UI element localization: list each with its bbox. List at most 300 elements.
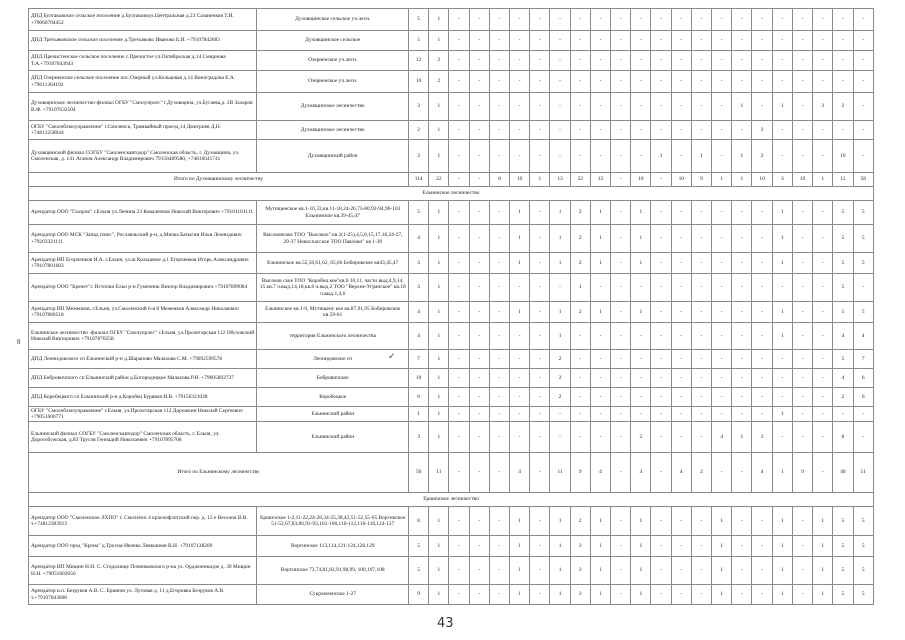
table-row (29, 585, 874, 605)
value-cell: - (671, 274, 691, 302)
territory-cell: Духовщинское лесничество (257, 121, 409, 140)
value-cell: - (489, 422, 509, 453)
value-cell: - (732, 274, 752, 302)
value-cell: - (813, 140, 833, 173)
value-cell: - (792, 557, 812, 585)
value-cell: - (671, 201, 691, 225)
value-cell: - (833, 9, 853, 31)
value-cell: - (530, 274, 550, 302)
value-cell: - (732, 507, 752, 536)
value-cell: - (510, 274, 530, 302)
value-cell: - (691, 536, 711, 557)
value-cell: 6 (853, 369, 874, 388)
value-cell: - (712, 9, 732, 31)
value-cell: - (449, 585, 469, 605)
value-cell: 1 (550, 201, 570, 225)
value-cell: 1 (631, 302, 651, 323)
table-row (29, 407, 874, 422)
value-cell: - (813, 71, 833, 93)
total-cell: - (651, 453, 671, 493)
value-cell: - (530, 323, 550, 350)
value-cell: 6 (853, 388, 874, 407)
total-row (29, 453, 874, 493)
value-cell: - (530, 121, 550, 140)
value-cell: - (792, 121, 812, 140)
value-cell: 1 (510, 225, 530, 253)
value-cell: - (469, 350, 489, 369)
value-cell: 5 (853, 302, 874, 323)
value-cell: 6 (409, 388, 429, 407)
value-cell: - (530, 388, 550, 407)
value-cell: - (530, 201, 550, 225)
value-cell: - (691, 253, 711, 274)
value-cell: 1 (631, 253, 651, 274)
value-cell: 1 (732, 93, 752, 121)
value-cell: 2 (550, 369, 570, 388)
value-cell: - (651, 350, 671, 369)
value-cell: 2 (833, 388, 853, 407)
table-row (29, 302, 874, 323)
value-cell: - (469, 93, 489, 121)
value-cell: - (853, 93, 874, 121)
value-cell: - (530, 536, 550, 557)
value-cell: 5 (853, 253, 874, 274)
value-cell: - (691, 585, 711, 605)
value-cell: - (449, 253, 469, 274)
value-cell: - (732, 31, 752, 51)
value-cell: - (469, 121, 489, 140)
value-cell: - (752, 536, 772, 557)
value-cell: - (611, 422, 631, 453)
value-cell: - (530, 51, 550, 71)
value-cell: 1 (772, 201, 792, 225)
value-cell: 1 (550, 323, 570, 350)
territory-cell: Воргинское 113,114,121-124,128,129 (257, 536, 409, 557)
value-cell: - (752, 585, 772, 605)
value-cell: 1 (772, 302, 792, 323)
value-cell: - (469, 225, 489, 253)
table-row (29, 253, 874, 274)
value-cell: - (631, 350, 651, 369)
value-cell: - (651, 369, 671, 388)
value-cell: - (651, 71, 671, 93)
territory-cell: Духовщинское сельское (257, 31, 409, 51)
value-cell: - (712, 274, 732, 302)
value-cell: - (752, 51, 772, 71)
value-cell: 3 (752, 422, 772, 453)
value-cell: - (631, 323, 651, 350)
value-cell: 5 (853, 201, 874, 225)
value-cell: 5 (409, 536, 429, 557)
value-cell: 1 (772, 93, 792, 121)
value-cell: 1 (651, 140, 671, 173)
value-cell: - (550, 140, 570, 173)
value-cell: 1 (772, 225, 792, 253)
value-cell: - (590, 121, 610, 140)
value-cell: - (449, 507, 469, 536)
value-cell: - (611, 388, 631, 407)
value-cell: - (570, 31, 590, 51)
value-cell: 1 (510, 302, 530, 323)
organization-cell: ДПД Пречистенское сельское поселение с.Пречистое ул.Октябрьская д.14 Смирнова Т.А.+79107843043 (29, 51, 257, 71)
value-cell: - (691, 274, 711, 302)
territory-cell: Высоковское ТОО "Высокое" кв.1(1-25),4,5,8,15,17,18,24-27, 29-37 Новоспасское ТОО Павлово" кв 1-39 (257, 225, 409, 253)
value-cell: - (510, 407, 530, 422)
table-row (29, 536, 874, 557)
value-cell: - (570, 71, 590, 93)
value-cell: 1 (429, 253, 449, 274)
value-cell: - (530, 557, 550, 585)
value-cell: - (691, 557, 711, 585)
value-cell: 1 (631, 507, 651, 536)
value-cell: - (691, 302, 711, 323)
value-cell: - (671, 407, 691, 422)
territory-cell: Леонидовское сп (257, 350, 409, 369)
value-cell: - (772, 31, 792, 51)
value-cell: - (671, 253, 691, 274)
value-cell: - (489, 350, 509, 369)
value-cell: - (691, 350, 711, 369)
value-cell: - (813, 422, 833, 453)
value-cell: - (469, 140, 489, 173)
value-cell: 5 (833, 585, 853, 605)
value-cell: - (732, 302, 752, 323)
value-cell: - (590, 274, 610, 302)
value-cell: - (712, 51, 732, 71)
table-row (29, 323, 874, 350)
section-title: Ельнинское лесничество (29, 187, 874, 201)
value-cell: - (752, 201, 772, 225)
value-cell: - (691, 71, 711, 93)
value-cell: - (530, 225, 550, 253)
value-cell: - (853, 274, 874, 302)
territory-cell: Ельнинское кв.55,56,61,62, 65,66 Бобировское кв43,45,47 (257, 253, 409, 274)
value-cell: - (469, 585, 489, 605)
value-cell: - (611, 225, 631, 253)
table-row (29, 225, 874, 253)
value-cell: - (671, 225, 691, 253)
value-cell: - (833, 71, 853, 93)
total-cell: - (732, 453, 752, 493)
value-cell: - (792, 388, 812, 407)
value-cell: 1 (590, 507, 610, 536)
value-cell: - (530, 350, 550, 369)
value-cell: - (449, 9, 469, 31)
value-cell: - (671, 121, 691, 140)
value-cell: 5 (853, 225, 874, 253)
value-cell: - (510, 388, 530, 407)
value-cell: 1 (550, 536, 570, 557)
value-cell: - (671, 302, 691, 323)
value-cell: 3 (409, 274, 429, 302)
value-cell: - (611, 407, 631, 422)
total-cell: 114 (409, 173, 429, 187)
value-cell: - (590, 407, 610, 422)
value-cell: - (772, 140, 792, 173)
value-cell: 7 (409, 350, 429, 369)
value-cell: - (631, 369, 651, 388)
value-cell: - (449, 51, 469, 71)
table-row (29, 140, 874, 173)
value-cell: - (570, 407, 590, 422)
value-cell: 1 (631, 225, 651, 253)
total-cell: 50 (409, 453, 429, 493)
margin-number: 8 (17, 338, 21, 346)
value-cell: - (691, 201, 711, 225)
value-cell: - (813, 9, 833, 31)
value-cell: 8 (409, 507, 429, 536)
value-cell: - (590, 422, 610, 453)
value-cell: - (530, 585, 550, 605)
value-cell: - (550, 274, 570, 302)
value-cell: - (489, 585, 509, 605)
value-cell: - (813, 323, 833, 350)
value-cell: 1 (429, 507, 449, 536)
value-cell: - (469, 407, 489, 422)
table-row (29, 557, 874, 585)
value-cell: 1 (631, 201, 651, 225)
organization-cell: Арендатор ООО МСК "Запад плюс", Рославльский р-н, д.Мячка Батыгин Илья Леонидович +79203321111 (29, 225, 257, 253)
value-cell: 2 (550, 388, 570, 407)
value-cell: 5 (833, 536, 853, 557)
value-cell: - (530, 507, 550, 536)
value-cell: - (449, 369, 469, 388)
value-cell: 1 (429, 9, 449, 31)
value-cell: - (570, 323, 590, 350)
value-cell: 1 (510, 507, 530, 536)
value-cell: - (530, 369, 550, 388)
value-cell: 4 (409, 225, 429, 253)
value-cell: - (449, 302, 469, 323)
total-cell: - (489, 453, 509, 493)
value-cell: - (712, 369, 732, 388)
value-cell: - (469, 369, 489, 388)
value-cell: 1 (550, 585, 570, 605)
value-cell: - (449, 536, 469, 557)
value-cell: - (732, 369, 752, 388)
value-cell: 4 (712, 422, 732, 453)
value-cell: 1 (429, 201, 449, 225)
value-cell: 3 (409, 140, 429, 173)
value-cell: - (853, 51, 874, 71)
value-cell: - (530, 422, 550, 453)
total-cell: 11 (429, 453, 449, 493)
value-cell: - (570, 121, 590, 140)
total-cell: - (449, 453, 469, 493)
value-cell: - (590, 51, 610, 71)
value-cell: - (489, 507, 509, 536)
value-cell: - (631, 71, 651, 93)
value-cell: - (449, 388, 469, 407)
value-cell: - (833, 121, 853, 140)
value-cell: - (510, 323, 530, 350)
value-cell: 8 (833, 422, 853, 453)
value-cell: - (792, 585, 812, 605)
value-cell: 5 (833, 507, 853, 536)
value-cell: - (792, 31, 812, 51)
value-cell: - (752, 350, 772, 369)
value-cell: - (611, 253, 631, 274)
value-cell: 4 (409, 323, 429, 350)
value-cell: - (792, 407, 812, 422)
value-cell: - (752, 225, 772, 253)
value-cell: - (712, 253, 732, 274)
value-cell: - (651, 201, 671, 225)
value-cell: - (611, 9, 631, 31)
value-cell: 2 (570, 557, 590, 585)
value-cell: - (489, 302, 509, 323)
value-cell: 1 (550, 507, 570, 536)
value-cell: - (691, 369, 711, 388)
territory-cell: Высоков ское ТОО "Коробец кое"кв.6 10,11, части выд.4,9,14, 15 кв.7 ч.выд.14,18,кв.8 ч.выд.2 ТОО "Верхне-Угранское" кв.18 ч.выд.1,4,6 (257, 274, 409, 302)
value-cell: 1 (631, 557, 651, 585)
value-cell: - (489, 369, 509, 388)
value-cell: - (449, 31, 469, 51)
total-cell: 9 (792, 453, 812, 493)
organization-cell: Арендатор ИП Егорченков И.А. г.Ельня, ул.ш Кольцевое д.1 Егорченков Игорь Александрович +79107801683 (29, 253, 257, 274)
value-cell: - (732, 51, 752, 71)
value-cell: - (611, 557, 631, 585)
total-cell: 2 (691, 453, 711, 493)
value-cell: 5 (409, 201, 429, 225)
value-cell: - (611, 201, 631, 225)
value-cell: 1 (409, 407, 429, 422)
value-cell: - (590, 9, 610, 31)
value-cell: 1 (631, 585, 651, 605)
value-cell: - (651, 536, 671, 557)
value-cell: - (813, 369, 833, 388)
value-cell: 2 (752, 121, 772, 140)
value-cell: 2 (570, 302, 590, 323)
value-cell: - (651, 388, 671, 407)
value-cell: 1 (429, 225, 449, 253)
total-cell: 8 (489, 173, 509, 187)
value-cell: - (671, 140, 691, 173)
value-cell: - (752, 253, 772, 274)
value-cell: - (590, 31, 610, 51)
value-cell: - (712, 31, 732, 51)
value-cell: - (611, 71, 631, 93)
value-cell: - (712, 140, 732, 173)
value-cell: - (570, 140, 590, 173)
value-cell: 2 (409, 121, 429, 140)
value-cell: - (813, 121, 833, 140)
territory-cell: Сукромленское 1-27 (257, 585, 409, 605)
value-cell: - (590, 71, 610, 93)
value-cell: - (449, 71, 469, 93)
value-cell: - (510, 350, 530, 369)
value-cell: - (611, 274, 631, 302)
value-cell: 1 (429, 407, 449, 422)
total-cell: 1 (732, 173, 752, 187)
value-cell: - (691, 51, 711, 71)
value-cell: - (469, 507, 489, 536)
value-cell: 1 (429, 536, 449, 557)
value-cell: 1 (813, 507, 833, 536)
value-cell: - (691, 422, 711, 453)
value-cell: - (530, 253, 550, 274)
value-cell: - (792, 369, 812, 388)
value-cell: 1 (712, 536, 732, 557)
value-cell: - (792, 51, 812, 71)
value-cell: - (712, 407, 732, 422)
value-cell: - (590, 323, 610, 350)
value-cell: - (631, 407, 651, 422)
value-cell: 1 (590, 302, 610, 323)
value-cell: 2 (752, 140, 772, 173)
territory-cell: территория Ельнинского лесничества (257, 323, 409, 350)
value-cell: - (651, 121, 671, 140)
value-cell: - (489, 225, 509, 253)
value-cell: - (752, 323, 772, 350)
table-row (29, 274, 874, 302)
total-cell: - (813, 453, 833, 493)
value-cell: 5 (833, 302, 853, 323)
value-cell: - (752, 507, 772, 536)
value-cell: - (489, 201, 509, 225)
value-cell: - (611, 369, 631, 388)
value-cell: 2 (570, 585, 590, 605)
organization-cell: ДПД Озерненское сельское поселение пос.Озерный ул.Кольцевая д.14 Виноградова Е.А. +79611364102 (29, 71, 257, 93)
table-row (29, 9, 874, 31)
value-cell: - (550, 9, 570, 31)
value-cell: - (671, 31, 691, 51)
value-cell: 1 (772, 407, 792, 422)
value-cell: 3 (409, 422, 429, 453)
value-cell: - (813, 302, 833, 323)
value-cell: 1 (550, 253, 570, 274)
value-cell: - (732, 323, 752, 350)
value-cell: - (651, 51, 671, 71)
value-cell: - (570, 9, 590, 31)
value-cell: - (550, 71, 570, 93)
value-cell: - (590, 350, 610, 369)
value-cell: - (813, 225, 833, 253)
value-cell: 1 (712, 507, 732, 536)
value-cell: - (489, 9, 509, 31)
total-cell: 12 (590, 173, 610, 187)
value-cell: 5 (409, 9, 429, 31)
value-cell: - (732, 407, 752, 422)
value-cell: - (651, 31, 671, 51)
value-cell: - (752, 557, 772, 585)
value-cell: - (792, 274, 812, 302)
total-cell: 22 (570, 173, 590, 187)
value-cell: 5 (833, 350, 853, 369)
value-cell: - (752, 369, 772, 388)
total-cell: 12 (833, 173, 853, 187)
value-cell: 1 (510, 557, 530, 585)
value-cell: 12 (409, 51, 429, 71)
value-cell: - (489, 51, 509, 71)
value-cell: - (530, 140, 550, 173)
total-cell: 10 (671, 173, 691, 187)
value-cell: - (590, 369, 610, 388)
total-cell: - (611, 453, 631, 493)
value-cell: - (853, 31, 874, 51)
value-cell: 7 (853, 350, 874, 369)
value-cell: - (651, 274, 671, 302)
value-cell: - (469, 201, 489, 225)
value-cell: - (651, 557, 671, 585)
value-cell: - (651, 407, 671, 422)
value-cell: - (712, 388, 732, 407)
value-cell: - (449, 323, 469, 350)
value-cell: - (712, 71, 732, 93)
value-cell: - (651, 422, 671, 453)
value-cell: - (570, 422, 590, 453)
value-cell: - (570, 51, 590, 71)
